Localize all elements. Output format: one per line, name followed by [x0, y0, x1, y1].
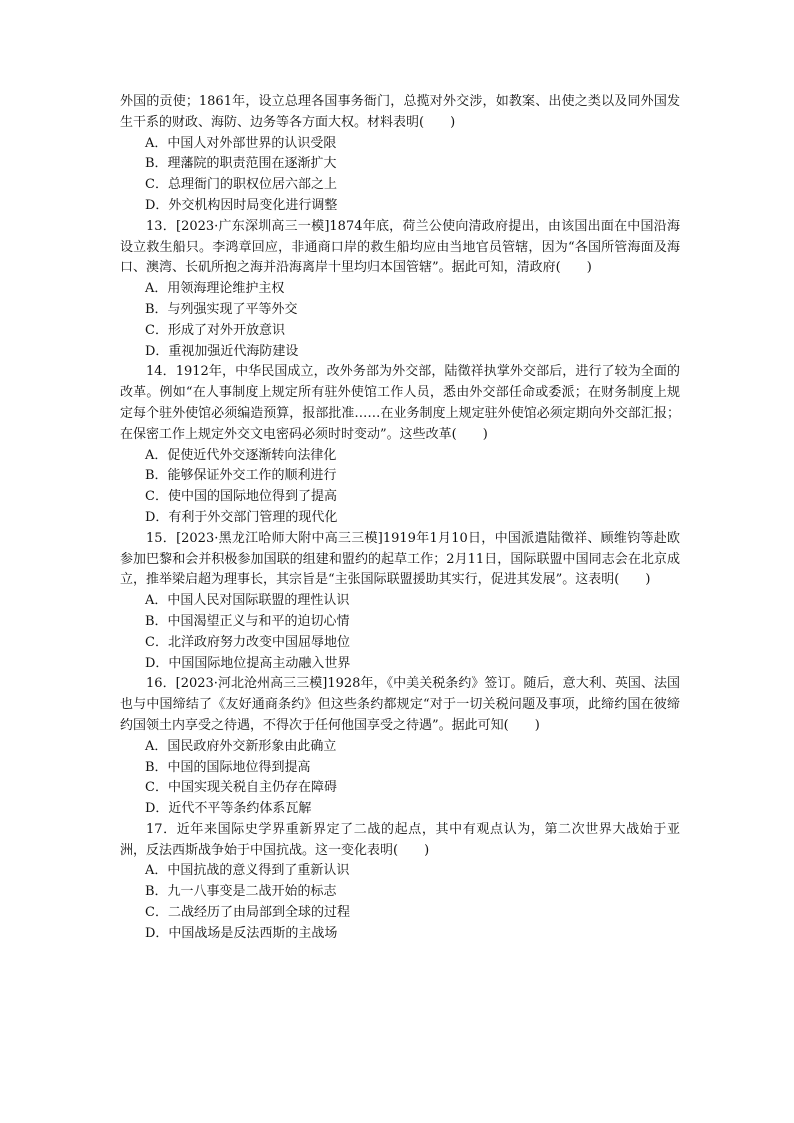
- option-d: D．中国国际地位提高主动融入世界: [145, 655, 351, 671]
- option-d: D．有利于外交部门管理的现代化: [145, 509, 338, 525]
- option-b: B．中国渴望正义与和平的迫切心情: [145, 613, 350, 629]
- option-list: [120, 861, 680, 944]
- option-d: D．中国战场是反法西斯的主战场: [145, 925, 338, 941]
- question-13: [120, 217, 680, 363]
- question-stem: 15．[2023·黑龙江哈师大附中高三三模]1919年1月10日，中国派遣陆徵祥、顾维钧等赴欧参加巴黎和会并积极参加国联的组建和盟约的起草工作；2月11日，国际联盟中国同志会在北京成立，推举梁启超为理事长，其宗旨是“主张国际联盟援助其实行，促进其发展”。这表明( ): [120, 530, 680, 588]
- option-a: A．中国抗战的意义得到了重新认识: [145, 863, 350, 879]
- question-stem: 17．近年来国际史学界重新界定了二战的起点，其中有观点认为，第二次世界大战始于亚洲，反法西斯战争始于中国抗战。这一变化表明( ): [120, 821, 680, 858]
- question-15: [120, 529, 680, 675]
- option-a: A．国民政府外交新形象由此确立: [145, 738, 337, 754]
- option-d: D．重视加强近代海防建设: [145, 343, 299, 359]
- option-list: [120, 279, 680, 362]
- option-d: D．外交机构因时局变化进行调整: [145, 197, 338, 213]
- option-list: [120, 134, 680, 217]
- question-14: [120, 362, 680, 528]
- option-b: B．中国的国际地位得到提高: [145, 759, 311, 775]
- option-c: C．形成了对外开放意识: [145, 322, 285, 338]
- question-stem: 14．1912年，中华民国成立，改外务部为外交部，陆徵祥执掌外交部后，进行了较为全面的改革。例如“在人事制度上规定所有驻外使馆工作人员，悉由外交部任命或委派；在财务制度上规定每个驻外使馆必须编造预算，报部批准……在业务制度上规定驻外使馆必须定期向外交部汇报；在保密工作上规定外交文电密码必须时时变动”。这些改革( ): [120, 364, 680, 442]
- question-list: [120, 92, 680, 945]
- question-12-continued: [120, 92, 680, 217]
- option-list: [120, 591, 680, 674]
- option-list: [120, 737, 680, 820]
- option-c: C．总理衙门的职权位居六部之上: [145, 177, 337, 193]
- option-a: A．中国人对外部世界的认识受限: [145, 135, 337, 151]
- option-list: [120, 446, 680, 529]
- question-stem: 外国的贡使；1861年，设立总理各国事务衙门，总揽对外交涉，如教案、出使之类以及同外国发生干系的财政、海防、边务等各方面大权。材料表明( ): [120, 94, 680, 130]
- option-c: C．中国实现关税自主仍存在障碍: [145, 780, 337, 796]
- option-b: B．能够保证外交工作的顺利进行: [145, 468, 337, 484]
- question-17: [120, 820, 680, 945]
- option-b: B．理藩院的职责范围在逐渐扩大: [145, 156, 337, 172]
- option-c: C．使中国的国际地位得到了提高: [145, 489, 337, 505]
- option-d: D．近代不平等条约体系瓦解: [145, 801, 312, 817]
- question-stem: 16．[2023·河北沧州高三三模]1928年，《中美关税条约》签订。随后，意大利、英国、法国也与中国缔结了《友好通商条约》但这些条约都规定“对于一切关税问题及事项，此缔约国在彼缔约国领土内享受之待遇，不得次于任何他国享受之待遇”。据此可知( ): [120, 676, 680, 733]
- option-a: A．用领海理论维护主权: [145, 281, 285, 297]
- question-stem: 13．[2023·广东深圳高三一模]1874年底，荷兰公使向清政府提出，由该国出面在中国沿海设立救生船只。李鸿章回应，非通商口岸的救生船均应由当地官员管辖，因为“各国所管海面及海口、澳湾、长矶所抱之海并沿海离岸十里均归本国管辖”。据此可知，清政府( ): [120, 218, 680, 276]
- option-a: A．中国人民对国际联盟的理性认识: [145, 593, 350, 609]
- option-a: A．促使近代外交逐渐转向法律化: [145, 447, 337, 463]
- question-16: [120, 674, 680, 820]
- option-c: C．北洋政府努力改变中国屈辱地位: [145, 634, 350, 650]
- option-b: B．九一八事变是二战开始的标志: [145, 884, 337, 900]
- option-c: C．二战经历了由局部到全球的过程: [145, 905, 350, 921]
- option-b: B．与列强实现了平等外交: [145, 301, 298, 317]
